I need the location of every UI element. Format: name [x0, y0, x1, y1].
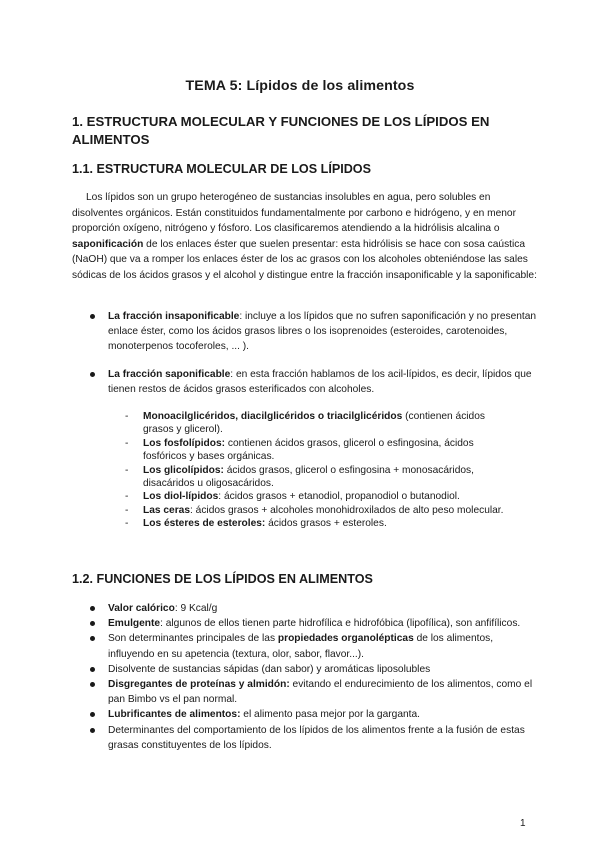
list-item: Disolvente de sustancias sápidas (dan sabor) y aromáticas liposolubles [0, 662, 538, 677]
bullet-icon [90, 682, 95, 687]
list-item: - Los ésteres de esteroles: ácidos grasos + esteroles. [125, 518, 387, 530]
section-1-2-heading: 1.2. FUNCIONES DE LOS LÍPIDOS EN ALIMENTOS [72, 572, 373, 586]
dash-marker: - [125, 518, 129, 530]
list-item: Valor calórico: 9 Kcal/g [0, 601, 538, 616]
page-number: 1 [520, 818, 526, 829]
bullet-icon [90, 606, 95, 611]
dash-marker: - [125, 464, 129, 476]
list-item: Son determinantes principales de las propiedades organolépticas de los alimentos, influyendo en su apetencia (textura, olor, sabor, flavor...). [0, 631, 538, 661]
dash-marker: - [125, 491, 129, 503]
fraction-list [0, 309, 600, 355]
list-item: Emulgente: algunos de ellos tienen parte hidrofílica e hidrofóbica (lipofílica), son anfifílicos. [0, 616, 538, 631]
bullet-icon [90, 728, 95, 733]
dash-marker: - [125, 411, 129, 422]
intro-paragraph [72, 190, 538, 284]
list-item: Determinantes del comportamiento de los lípidos de los alimentos frente a la fusión de estas grasas constituyentes de los lípidos. [0, 723, 538, 753]
intro-text-1: Los lípidos son un grupo heterogéneo de sustancias insolubles en agua, pero solubles en disolventes orgánicos. Están constituidos fundamentalmente por carbono e hidrógeno, y en menor proporción oxígeno, nitrógeno y fósforo. Los clasificaremos atendiendo a la hidrólisis alcalina o [72, 192, 516, 235]
intro-text-2: de los enlaces éster que suelen presentar: esta hidrólisis se hace con sosa caústica (NaOH) que va a romper los enlaces éster de los ac grasos con los alcoholes obteniéndose las sales sódicas de los ácidos grasos y el alcohol y distingue entre la fracción insaponificable y la saponificable: [72, 238, 537, 281]
acyl-lipid-types-list [0, 410, 600, 531]
list-item: - Los glicolípidos: ácidos grasos, glicerol o esfingosina + monosacáridos, disacáridos u oligosacáridos. [125, 464, 474, 490]
bullet-icon [90, 621, 95, 626]
list-item: - Las ceras: ácidos grasos + alcoholes monohidroxilados de alto peso molecular. [125, 504, 504, 516]
list-item: - Monoacilglicéridos, diacilglicéridos o triacilglicéridos (contienen ácidos grasos y glicerol). [125, 411, 485, 436]
list-item: - Los fosfolípidos: contienen ácidos grasos, glicerol o esfingosina, ácidos fosfóricos y bases orgánicas. [125, 437, 474, 463]
list-item: La fracción insaponificable: incluye a los lípidos que no sufren saponificación y no presentan enlace éster, como los ácidos grasos libres o los isoprenoides (esteroides, carotenoides, monoterpenos tocoferoles, ... ). [0, 309, 538, 355]
fraction-list-2 [0, 367, 600, 397]
section-1-heading: 1. ESTRUCTURA MOLECULAR Y FUNCIONES DE LOS LÍPIDOS EN ALIMENTOS [72, 114, 490, 147]
bullet-icon [90, 667, 95, 672]
bullet-icon [90, 314, 95, 319]
bullet-icon [90, 712, 95, 717]
intro-bold-saponificacion: saponificación [72, 238, 144, 250]
list-item: - Los diol-lípidos: ácidos grasos + etanodiol, propanodiol o butanodiol. [125, 491, 460, 503]
dash-marker: - [125, 437, 129, 449]
list-item: La fracción saponificable: en esta fracción hablamos de los acil-lípidos, es decir, lípidos que tienen restos de ácidos grasos esterificados con alcoholes. [0, 367, 538, 397]
section-1-1-heading: 1.1. ESTRUCTURA MOLECULAR DE LOS LÍPIDOS [72, 162, 372, 176]
document-title: TEMA 5: Lípidos de los alimentos [185, 78, 415, 94]
bullet-icon [90, 372, 95, 377]
functions-list [0, 601, 600, 753]
list-item: Disgregantes de proteínas y almidón: evitando el endurecimiento de los alimentos, como el pan Bimbo vs el pan normal. [0, 677, 538, 707]
dash-marker: - [125, 504, 129, 516]
bullet-icon [90, 636, 95, 641]
list-item: Lubrificantes de alimentos: el alimento pasa mejor por la garganta. [0, 707, 538, 722]
